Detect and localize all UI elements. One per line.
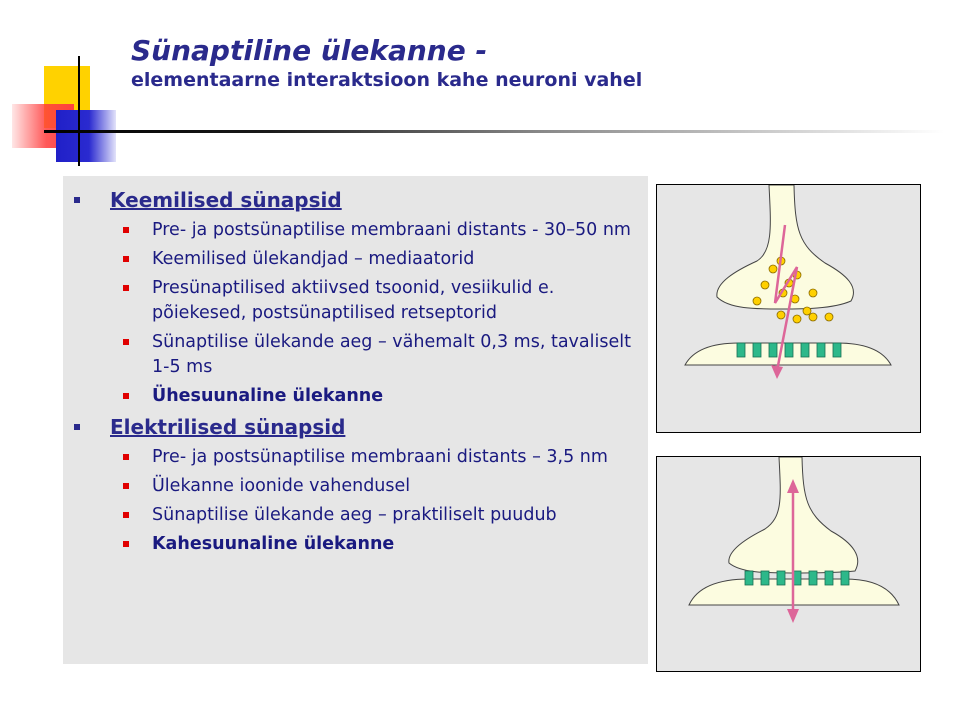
list-item: [63, 445, 640, 470]
bullet-square-icon: [123, 285, 129, 291]
section-electrical-synapses: [63, 413, 640, 441]
list-item-text: Keemilised ülekandjad – mediaatorid: [152, 249, 475, 269]
chemical-synapse-diagram: [656, 184, 921, 433]
electrical-synapse-illustration: [657, 457, 922, 673]
list-item: [63, 330, 640, 380]
section-heading: Elektrilised sünapsid: [110, 415, 346, 439]
list-item-text: Kahesuunaline ülekanne: [152, 534, 395, 554]
list-item: [63, 384, 640, 409]
list-item-text: Pre- ja postsünaptilise membraani distants - 30–50 nm: [152, 220, 631, 240]
list-item-text: Pre- ja postsünaptilise membraani distants – 3,5 nm: [152, 447, 608, 467]
slide-title: [131, 34, 642, 92]
list-item-text: Sünaptilise ülekande aeg – praktiliselt puudub: [152, 505, 557, 525]
list-item: [63, 503, 640, 528]
bullet-square-icon: [123, 339, 129, 345]
bullet-square-icon: [123, 227, 129, 233]
title-underline-rule: [44, 130, 944, 133]
section-heading: Keemilised sünapsid: [110, 188, 342, 212]
bullet-square-icon: [123, 483, 129, 489]
list-item: [63, 218, 640, 243]
bullet-square-icon: [123, 541, 129, 547]
bullet-square-icon: [123, 256, 129, 262]
bullet-square-icon: [123, 454, 129, 460]
list-item-text: Ühesuunaline ülekanne: [152, 386, 384, 406]
list-item: [63, 276, 640, 326]
list-item-text: Presünaptilised aktiivsed tsoonid, vesiikulid e. põiekesed, postsünaptilised retseptorid: [152, 278, 555, 323]
bullet-square-icon: [74, 197, 80, 203]
list-item-text: Ülekanne ioonide vahendusel: [152, 476, 411, 496]
logo-blue-square: [56, 110, 116, 162]
chemical-synapse-illustration: [657, 185, 922, 434]
title-main: Sünaptiline ülekanne -: [131, 34, 488, 67]
content-panel: [63, 176, 648, 664]
list-item: [63, 247, 640, 272]
section-chemical-synapses: [63, 186, 640, 214]
list-item: [63, 474, 640, 499]
bullet-square-icon: [123, 512, 129, 518]
bullet-square-icon: [123, 393, 129, 399]
arrow-head-down-icon: [787, 609, 799, 623]
title-subtitle: elementaarne interaktsioon kahe neuroni vahel: [131, 69, 643, 91]
arrow-head-icon: [771, 365, 783, 379]
list-item-text: Sünaptilise ülekande aeg – vähemalt 0,3 ms, tavaliselt 1-5 ms: [152, 332, 631, 377]
bullet-square-icon: [74, 424, 80, 430]
logo-vertical-line: [78, 56, 80, 166]
list-item: [63, 532, 640, 557]
electrical-synapse-diagram: [656, 456, 921, 672]
